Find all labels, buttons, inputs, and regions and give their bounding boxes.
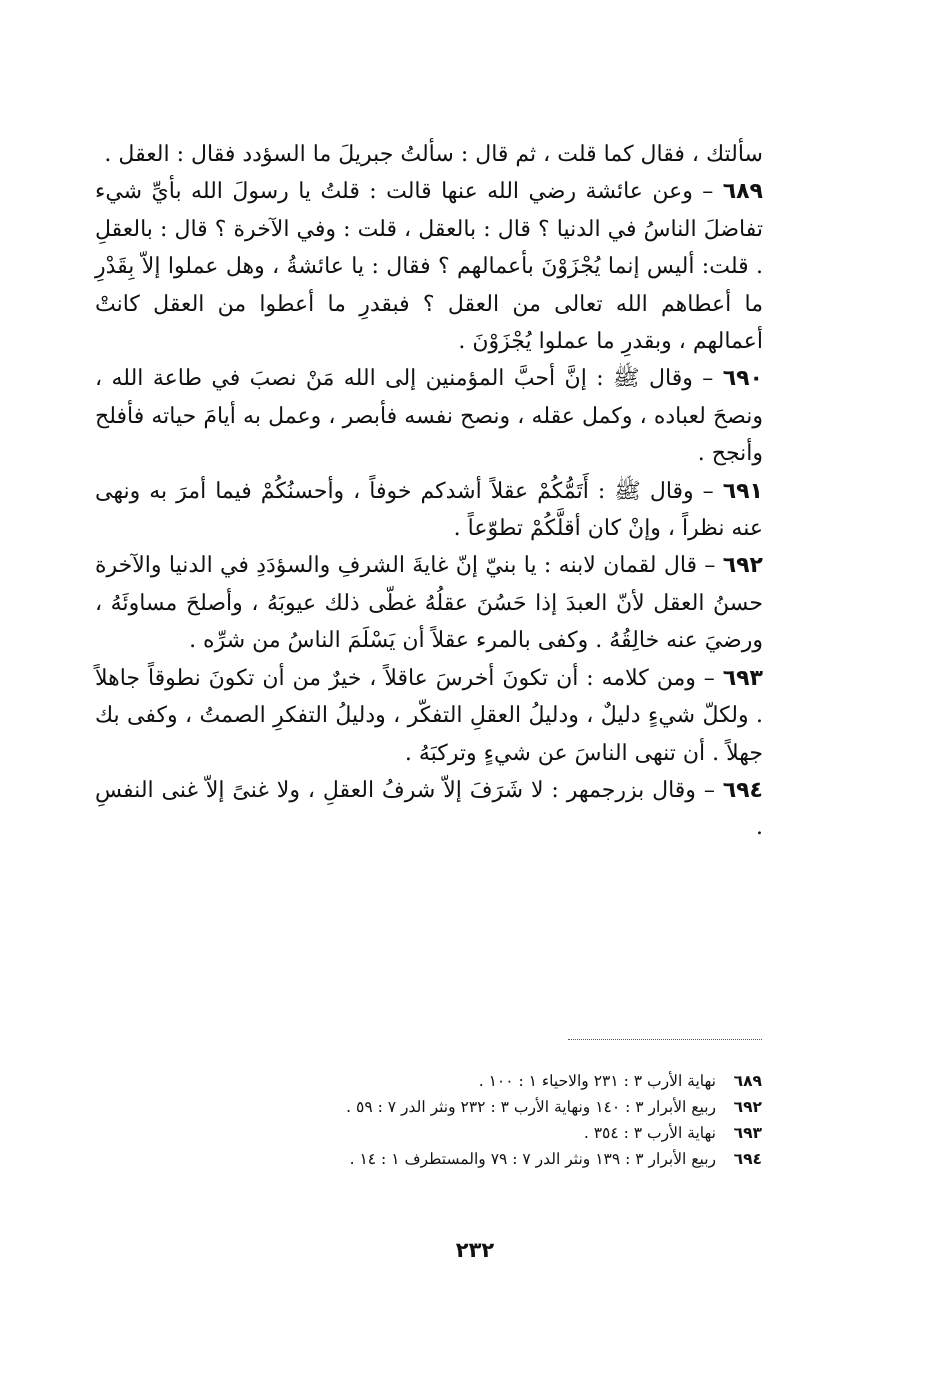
hadith-689 <box>95 173 763 360</box>
footnote <box>150 1068 762 1094</box>
footnote-text: ربيع الأبرار ٣ : ١٤٠ ونهاية الأرب ٣ : ٢٣٢ ونثر الدر ٧ : ٥٩ . <box>346 1098 716 1116</box>
footnote-number: ٦٩٢ <box>733 1098 762 1116</box>
paragraph-text: – وقال بزرجمهر : لا شَرَفَ إلاّ شرفُ العقلِ ، ولا غنىً إلاّ غنى النفسِ . <box>95 777 763 841</box>
paragraph-text: – وقال ﷺ : إنَّ أحبَّ المؤمنين إلى الله مَنْ نصبَ في طاعة الله ، ونصحَ لعباده ، وكمل عقله ، ونصح نفسه فأبصر ، وعمل به أيامَ حياته فأفلح وأنجح . <box>95 366 763 467</box>
hadith-694 <box>95 772 763 847</box>
hadith-690 <box>95 360 763 472</box>
paragraph-text: – قال لقمان لابنه : يا بنيّ إنّ غايةَ الشرفِ والسؤدَدِ في الدنيا والآخرة حسنُ العقل لأنّ العبدَ إذا حَسُنَ عقلُهُ غطّى ذلك عيوبَهُ ، وأصلحَ مساوئَهُ ، ورضيَ عنه خالِقُهُ . وكفى بالمرء عقلاً أن يَسْلَمَ الناسُ من شرِّه . <box>95 553 763 654</box>
footnote <box>150 1094 762 1120</box>
paragraph-continuation <box>95 136 763 173</box>
hadith-number: ٦٩٠ <box>722 366 763 392</box>
footnote-number: ٦٨٩ <box>733 1072 762 1090</box>
footnote-text: ربيع الأبرار ٣ : ١٣٩ ونثر الدر ٧ : ٧٩ والمستطرف ١ : ١٤ . <box>349 1150 716 1168</box>
footnote-divider <box>568 1039 762 1040</box>
paragraph-text: – وعن عائشة رضي الله عنها قالت : قلتُ يا رسولَ الله بأيِّ شيء تفاضلَ الناسُ في الدنيا ؟ قال : بالعقل ، قلت : وفي الآخرة ؟ قال : بالعقلِ . قلت: أليس إنما يُجْزَوْنَ بأعمالهم ؟ فقال : يا عائشةُ ، وهل عملوا إلاّ بِقَدْرِ ما أعطاهم الله تعالى من العقل ؟ فبقدرِ ما أعطوا من العقل كانتْ أعمالهم ، وبقدرِ ما عملوا يُجْزَوْنَ . <box>95 179 763 355</box>
hadith-number: ٦٩٤ <box>722 777 763 803</box>
hadith-number: ٦٩٢ <box>722 553 763 579</box>
footnote <box>150 1120 762 1146</box>
paragraph-text: سألتك ، فقال كما قلت ، ثم قال : سألتُ جبريلَ ما السؤدد فقال : العقل . <box>104 142 763 167</box>
hadith-693 <box>95 660 763 772</box>
footnote-number: ٦٩٤ <box>733 1150 762 1168</box>
footnote <box>150 1146 762 1172</box>
hadith-number: ٦٩١ <box>722 478 763 504</box>
hadith-number: ٦٩٣ <box>722 665 763 691</box>
hadith-number: ٦٨٩ <box>722 179 763 205</box>
paragraph-text: – وقال ﷺ : أَتَمُّكُمْ عقلاً أشدكم خوفاً ، وأحسنُكُمْ فيما أمرَ به ونهى عنه نظراً ، وإنْ كان أقلَّكُمْ تطوّعاً . <box>95 478 763 542</box>
paragraph-text: – ومن كلامه : أن تكونَ أخرسَ عاقلاً ، خيرٌ من أن تكونَ نطوقاً جاهلاً . ولكلّ شيءٍ دليلٌ ، ودليلُ العقلِ التفكّر ، ودليلُ التفكرِ الصمتُ ، وكفى بك جهلاً . أن تنهى الناسَ عن شيءٍ وتركبَهُ . <box>95 665 763 766</box>
main-text <box>95 136 763 847</box>
hadith-691 <box>95 473 763 548</box>
footnote-number: ٦٩٣ <box>733 1124 762 1142</box>
hadith-692 <box>95 547 763 659</box>
footnote-text: نهاية الأرب ٣ : ٣٥٤ . <box>583 1124 716 1142</box>
footnote-text: نهاية الأرب ٣ : ٢٣١ والاحياء ١ : ١٠٠ . <box>478 1072 716 1090</box>
page-number: ٢٣٢ <box>455 1238 495 1262</box>
footnotes <box>150 1068 762 1172</box>
